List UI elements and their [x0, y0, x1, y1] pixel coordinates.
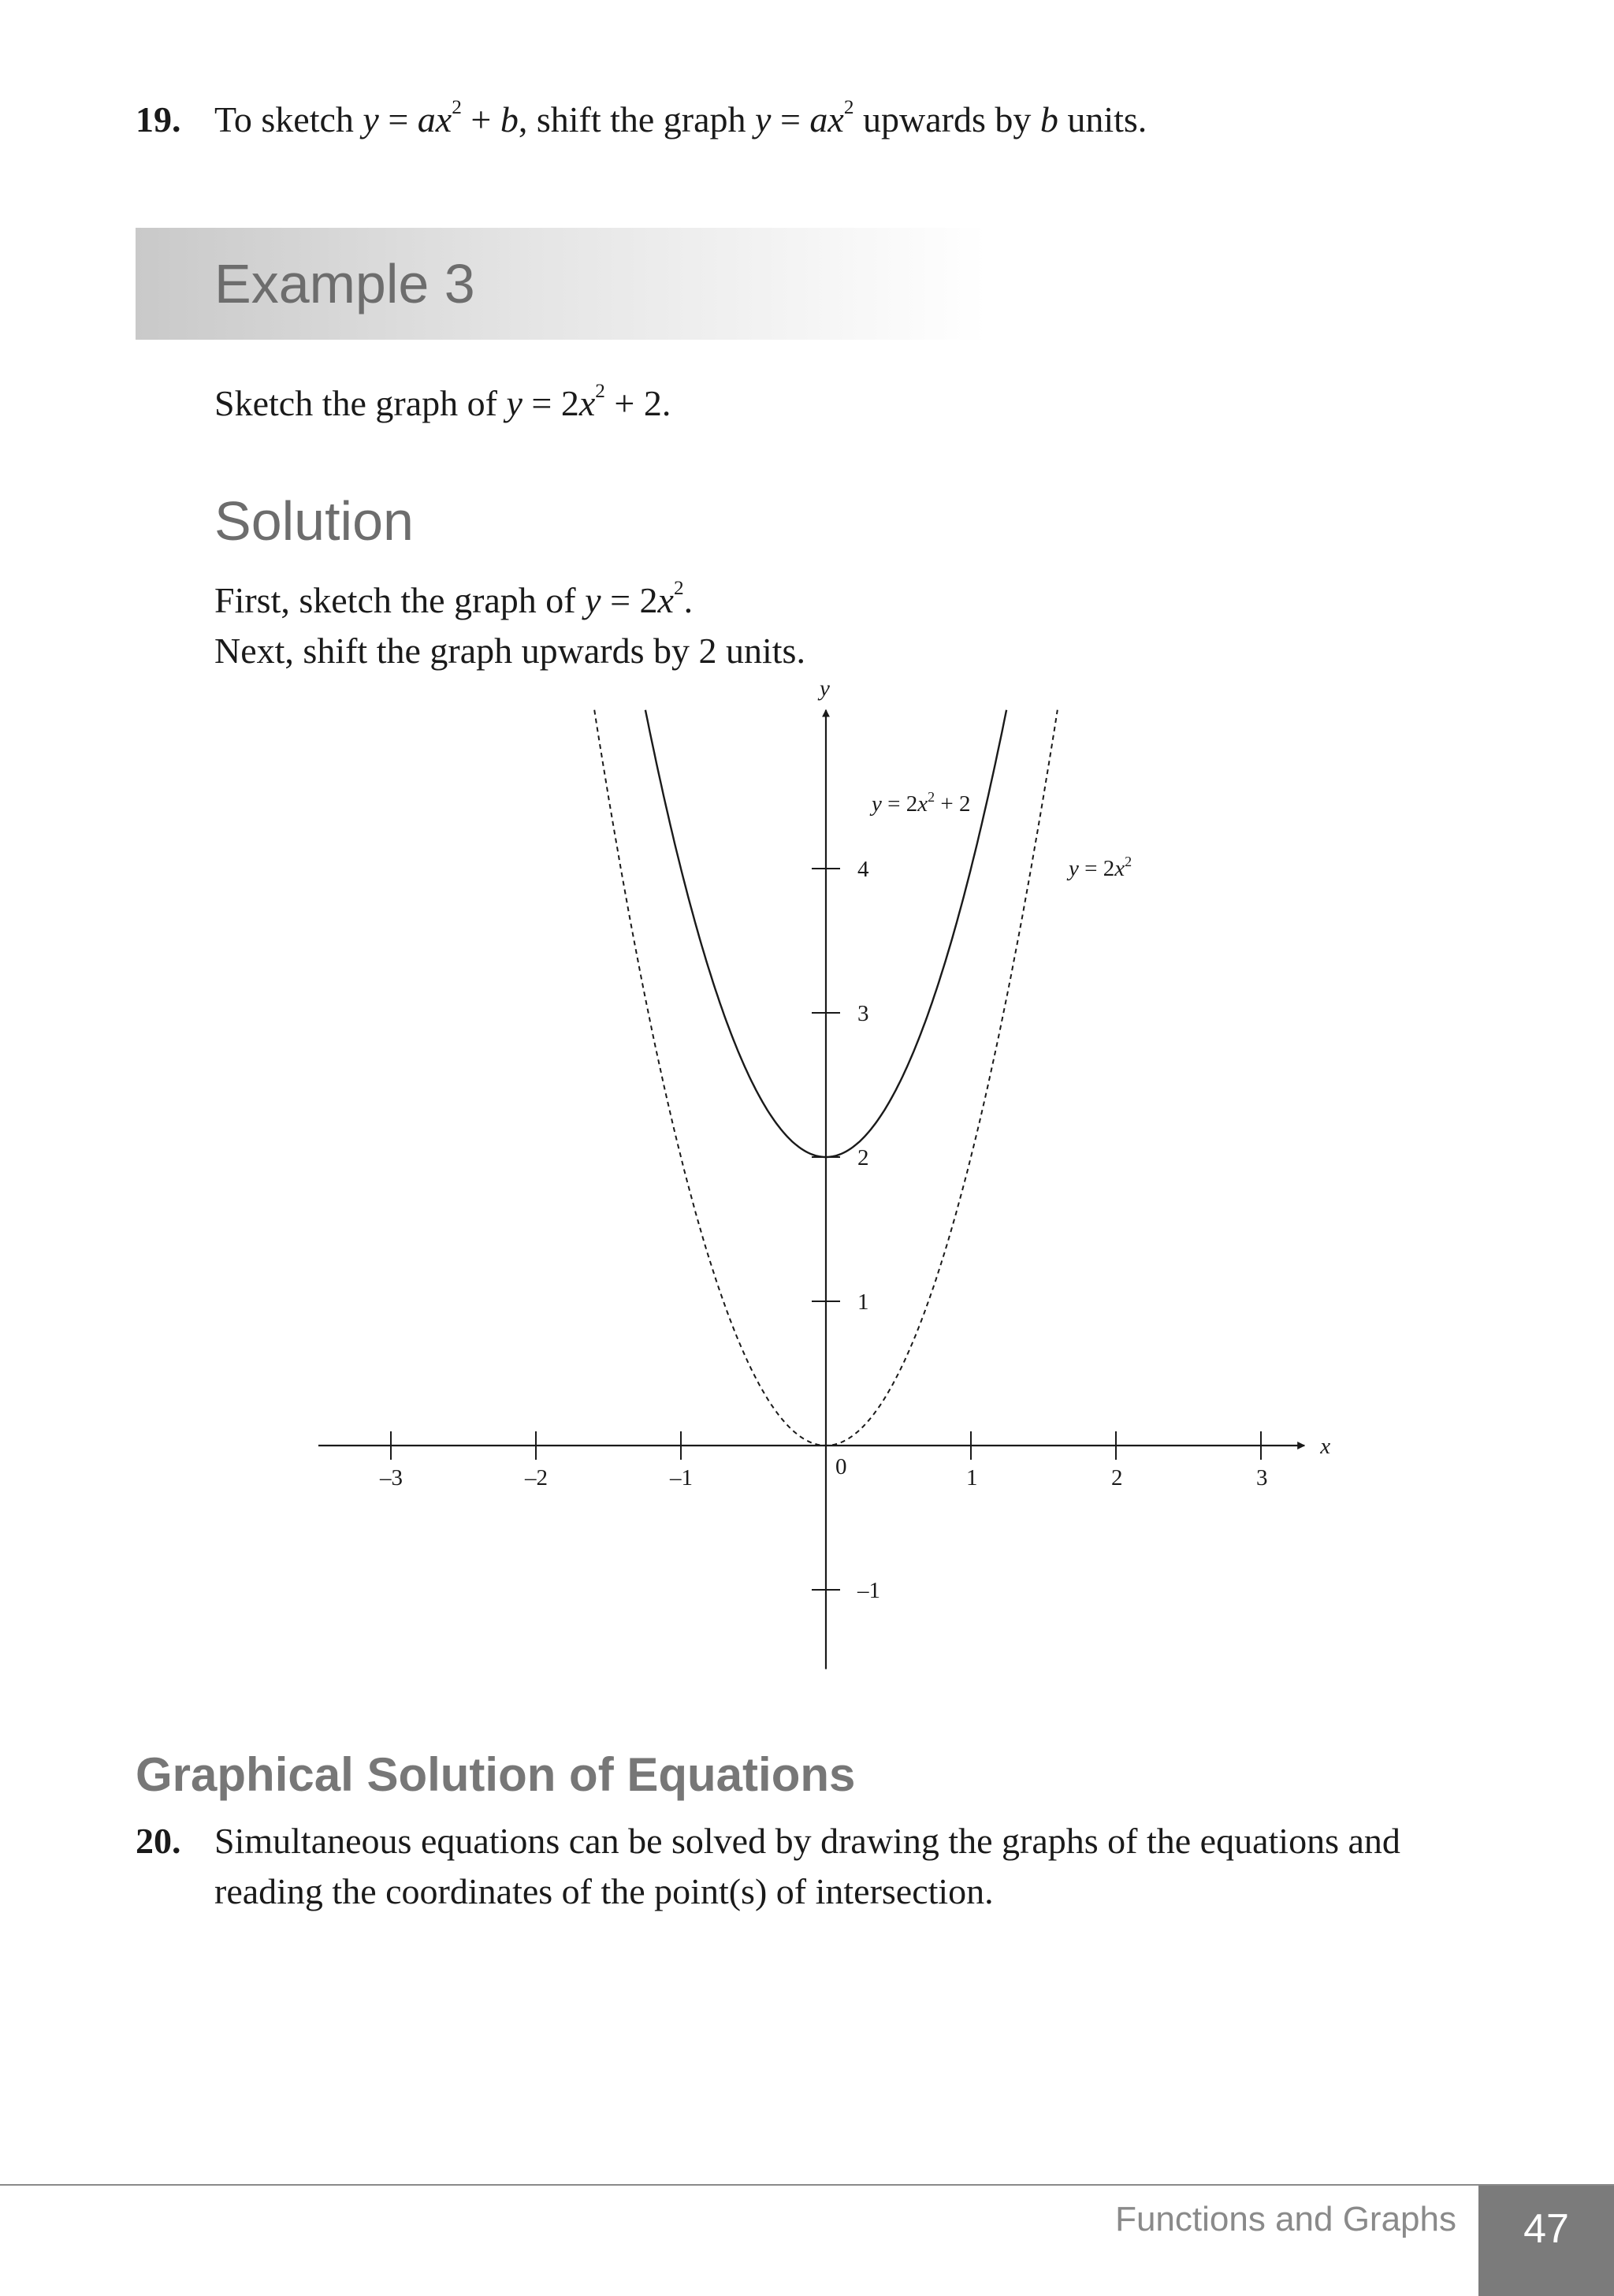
item-number-20: 20.: [136, 1821, 181, 1861]
y-tick-label: 2: [857, 1145, 869, 1170]
section-heading: Graphical Solution of Equations: [136, 1748, 856, 1801]
solution-line-2: Next, shift the graph upwards by 2 units.: [214, 631, 805, 671]
item-20-line-1: Simultaneous equations can be solved by drawing the graphs of the equations and: [214, 1821, 1400, 1861]
item-number-19: 19.: [136, 99, 181, 140]
example-task: Sketch the graph of $y = 2x^2 + 2$.: [214, 380, 671, 423]
x-tick-label: 3: [1256, 1465, 1268, 1490]
y-tick-label: 4: [857, 857, 869, 882]
x-axis-label: x: [1320, 1434, 1331, 1459]
page-number-box: [1478, 2186, 1614, 2296]
solution-title: Solution: [214, 490, 414, 552]
x-tick-label: 1: [966, 1465, 978, 1490]
example-title: Example 3: [214, 253, 475, 314]
y-tick-label: 3: [857, 1001, 869, 1026]
x-tick-label: –3: [380, 1465, 403, 1490]
y-axis-label: y: [820, 675, 830, 701]
footer-rule: [0, 2184, 1614, 2186]
y-tick-label: 1: [857, 1289, 869, 1315]
item-20-text: [214, 1816, 1507, 1917]
x-tick-label: –2: [525, 1465, 548, 1490]
page-number: 47: [1523, 2206, 1569, 2252]
x-tick-label: –1: [670, 1465, 693, 1490]
x-tick-label: 2: [1111, 1465, 1123, 1490]
footer-title: Functions and Graphs: [1115, 2200, 1456, 2238]
curve-label-shifted: $y = 2x^2 + 2$: [872, 788, 971, 817]
solution-line-1: First, sketch the graph of $y = 2x^2$.: [214, 577, 694, 620]
item-20-line-2: reading the coordinates of the point(s) of intersection.: [214, 1871, 994, 1911]
item-19-text: To sketch $y = ax^2 + b$, shift the graph $y = ax^2$ upwards by b units.: [214, 96, 1147, 140]
curve-label-base: $y = 2x^2$: [1069, 854, 1132, 882]
origin-label: 0: [835, 1454, 847, 1479]
y-tick-label: –1: [857, 1578, 880, 1603]
